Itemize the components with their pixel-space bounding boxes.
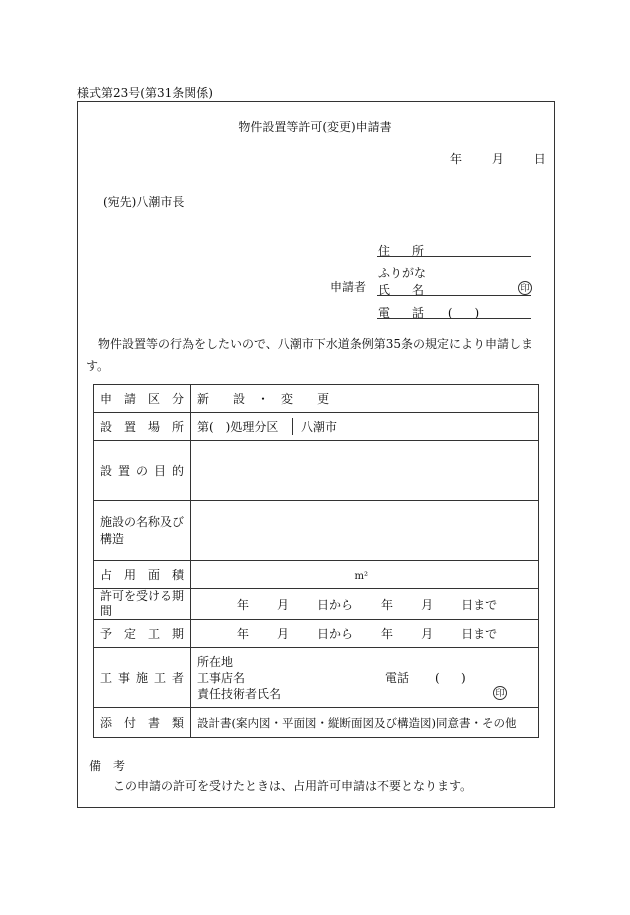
contractor-value: 所在地 工事店名 電話 ( ) 責任技術者氏名 印 [191,648,539,708]
application-table [93,384,539,738]
form-title: 物件設置等許可(変更)申請書 [238,120,392,134]
contractor-seal-icon: 印 [493,686,507,700]
phone-label: 電 話 ( ) [378,306,480,320]
location-city: 八潮市 [301,420,338,434]
remarks-label: 備 考 [89,759,126,773]
address-line [377,256,531,257]
date-year: 年 [450,152,463,166]
date-day: 日 [533,152,546,166]
address-label: 住 所 [378,244,425,258]
addressee: (宛先)八潮市長 [103,195,185,209]
planned-period-value: 年 月 日から 年 月 日まで [191,620,539,648]
furigana-label: ふりがな [378,266,427,280]
remarks-text: この申請の許可を受けたときは、占用許可申請は不要となります。 [113,779,473,793]
row-category: 申 請 区 分 新 設 ・ 変 更 [94,385,539,413]
statement: 物件設置等の行為をしたいので、八潮市下水道条例第35条の規定により申請します。 [86,337,534,373]
name-label: 氏 名 [378,283,425,297]
row-location: 設 置 場 所 第( )処理分区 八潮市 [94,413,539,441]
form-number: 様式第23号(第31条関係) [77,86,213,100]
row-planned-period: 予 定 工 期 年 月 日から 年 月 日まで [94,620,539,648]
row-permit-period: 許可を受ける期間 年 月 日から 年 月 日まで [94,589,539,620]
name-line [377,295,531,296]
row-area: 占 用 面 積 m² [94,561,539,589]
row-facility: 施設の名称及び構造 [94,501,539,561]
row-contractor: 工 事 施 工 者 所在地 工事店名 電話 ( ) 責任技術者氏名 印 [94,648,539,708]
facility-value [191,501,539,561]
purpose-value [191,441,539,501]
applicant-seal-icon: 印 [518,281,532,295]
date-month: 月 [491,152,504,166]
date-line [450,150,546,167]
attachments-value: 設計書(案内図・平面図・縦断面図及び構造図)同意書・その他 [191,708,539,738]
row-purpose: 設 置 の 目 的 [94,441,539,501]
category-options: 新 設 ・ 変 更 [191,385,539,413]
applicant-label: 申請者 [330,280,367,294]
phone-line [377,318,531,319]
permit-period-value: 年 月 日から 年 月 日まで [191,589,539,620]
area-value: m² [191,561,539,589]
row-attachments: 添 付 書 類 設計書(案内図・平面図・縦断面図及び構造図)同意書・その他 [94,708,539,738]
location-district: 第( )処理分区 [191,418,293,435]
